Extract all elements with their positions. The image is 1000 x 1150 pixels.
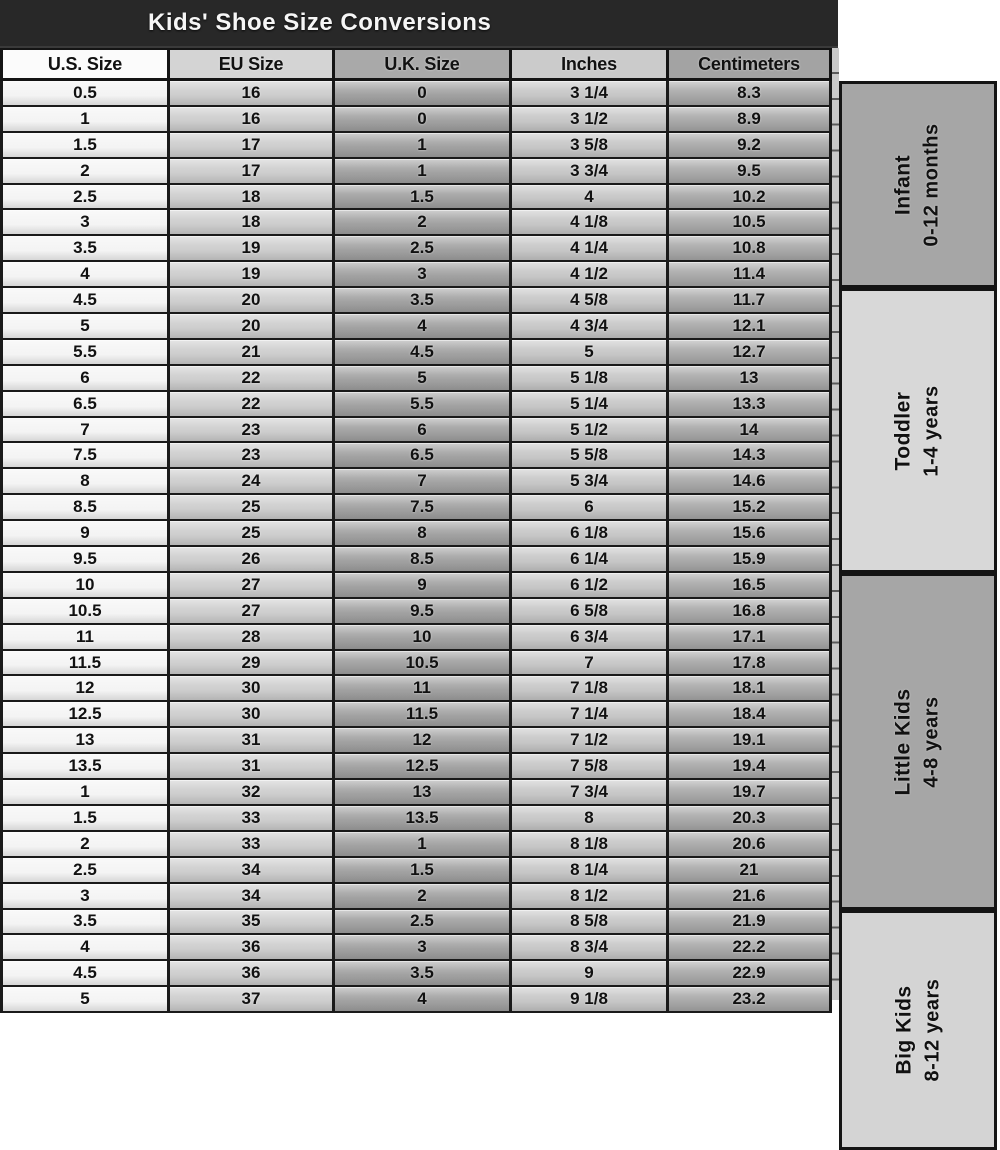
table-cell: 5 1/8 xyxy=(512,366,669,392)
table-cell: 4 5/8 xyxy=(512,288,669,314)
table-cell: 9 1/8 xyxy=(512,987,669,1013)
table-cell: 2.5 xyxy=(335,236,512,262)
table-row xyxy=(0,599,832,625)
table-row xyxy=(0,573,832,599)
table-cell: 2.5 xyxy=(335,910,512,936)
table-cell: 4 1/8 xyxy=(512,210,669,236)
table-cell: 8 1/4 xyxy=(512,858,669,884)
table-cell: 9.2 xyxy=(669,133,832,159)
table-cell: 10.2 xyxy=(669,185,832,211)
table-cell: 2.5 xyxy=(0,185,170,211)
table-body xyxy=(0,81,832,1013)
table-cell: 14.6 xyxy=(669,469,832,495)
table-cell: 8 xyxy=(0,469,170,495)
table-cell: 5 3/4 xyxy=(512,469,669,495)
table-cell: 17.1 xyxy=(669,625,832,651)
table-cell: 8 1/2 xyxy=(512,884,669,910)
table-cell: 35 xyxy=(170,910,335,936)
table-cell: 7 1/4 xyxy=(512,702,669,728)
table-row xyxy=(0,910,832,936)
table-row xyxy=(0,832,832,858)
table-cell: 18.1 xyxy=(669,676,832,702)
table-cell: 9 xyxy=(512,961,669,987)
table-cell: 31 xyxy=(170,728,335,754)
table-cell: 27 xyxy=(170,573,335,599)
table-cell: 6.5 xyxy=(335,443,512,469)
table-row xyxy=(0,495,832,521)
table-row xyxy=(0,961,832,987)
table-cell: 1 xyxy=(0,107,170,133)
age-band-little-kids-label xyxy=(889,688,947,795)
table-cell: 9.5 xyxy=(669,159,832,185)
table-cell: 16 xyxy=(170,81,335,107)
table-cell: 1.5 xyxy=(335,858,512,884)
table-cell: 8.3 xyxy=(669,81,832,107)
table-cell: 2 xyxy=(335,210,512,236)
table-cell: 27 xyxy=(170,599,335,625)
table-row xyxy=(0,676,832,702)
table-right-gutter xyxy=(832,48,839,1000)
table-cell: 19 xyxy=(170,262,335,288)
table-cell: 4 3/4 xyxy=(512,314,669,340)
table-cell: 3 3/4 xyxy=(512,159,669,185)
age-band-name: Big Kids xyxy=(892,985,915,1075)
table-cell: 13.5 xyxy=(0,754,170,780)
page-title: Kids' Shoe Size Conversions xyxy=(148,9,492,36)
table-cell: 30 xyxy=(170,702,335,728)
table-cell: 6 5/8 xyxy=(512,599,669,625)
table-cell: 25 xyxy=(170,495,335,521)
table-cell: 16.8 xyxy=(669,599,832,625)
table-cell: 12 xyxy=(0,676,170,702)
table-row xyxy=(0,780,832,806)
table-cell: 9 xyxy=(335,573,512,599)
table-cell: 14 xyxy=(669,418,832,444)
age-band-range: 4-8 years xyxy=(920,695,943,788)
table-cell: 1 xyxy=(335,832,512,858)
age-band-infant xyxy=(839,81,997,288)
table-cell: 2 xyxy=(0,832,170,858)
table-cell: 22.2 xyxy=(669,935,832,961)
table-cell: 33 xyxy=(170,806,335,832)
table-cell: 3.5 xyxy=(335,288,512,314)
table-cell: 3 xyxy=(0,210,170,236)
table-cell: 10.5 xyxy=(335,651,512,677)
table-cell: 16.5 xyxy=(669,573,832,599)
table-cell: 12.1 xyxy=(669,314,832,340)
table-row xyxy=(0,858,832,884)
table-cell: 13.3 xyxy=(669,392,832,418)
table-cell: 6 1/2 xyxy=(512,573,669,599)
table-cell: 0 xyxy=(335,81,512,107)
table-cell: 13 xyxy=(335,780,512,806)
table-cell: 36 xyxy=(170,961,335,987)
table-cell: 4.5 xyxy=(0,288,170,314)
table-cell: 3.5 xyxy=(335,961,512,987)
table-cell: 32 xyxy=(170,780,335,806)
table-cell: 22.9 xyxy=(669,961,832,987)
table-cell: 3.5 xyxy=(0,910,170,936)
table-cell: 12.5 xyxy=(0,702,170,728)
age-band-little-kids xyxy=(839,573,997,910)
table-cell: 1.5 xyxy=(335,185,512,211)
table-cell: 1 xyxy=(335,133,512,159)
age-band-name: Toddler xyxy=(892,391,915,470)
age-band-toddler-label xyxy=(889,385,947,476)
table-row xyxy=(0,728,832,754)
table-cell: 26 xyxy=(170,547,335,573)
table-cell: 20.6 xyxy=(669,832,832,858)
table-row xyxy=(0,418,832,444)
table-cell: 21 xyxy=(170,340,335,366)
table-cell: 22 xyxy=(170,392,335,418)
table-cell: 5.5 xyxy=(335,392,512,418)
table-cell: 34 xyxy=(170,884,335,910)
table-cell: 11.5 xyxy=(0,651,170,677)
table-row xyxy=(0,159,832,185)
table-cell: 12.5 xyxy=(335,754,512,780)
table-cell: 4 xyxy=(512,185,669,211)
table-cell: 17 xyxy=(170,159,335,185)
table-cell: 17 xyxy=(170,133,335,159)
table-cell: 34 xyxy=(170,858,335,884)
table-cell: 8 1/8 xyxy=(512,832,669,858)
age-band-big-kids-label xyxy=(889,979,947,1082)
table-cell: 7 xyxy=(0,418,170,444)
table-cell: 2 xyxy=(335,884,512,910)
table-cell: 8.5 xyxy=(335,547,512,573)
column-header-uk-size: U.K. Size xyxy=(335,50,512,81)
table-cell: 13 xyxy=(669,366,832,392)
table-cell: 22 xyxy=(170,366,335,392)
table-row xyxy=(0,314,832,340)
table-cell: 15.9 xyxy=(669,547,832,573)
table-row xyxy=(0,236,832,262)
table-cell: 5 1/2 xyxy=(512,418,669,444)
table-cell: 6 1/8 xyxy=(512,521,669,547)
table-row xyxy=(0,392,832,418)
table-cell: 5 xyxy=(512,340,669,366)
table-cell: 17.8 xyxy=(669,651,832,677)
table-cell: 3.5 xyxy=(0,236,170,262)
table-cell: 6 3/4 xyxy=(512,625,669,651)
table-cell: 6 1/4 xyxy=(512,547,669,573)
table-cell: 14.3 xyxy=(669,443,832,469)
table-cell: 19.4 xyxy=(669,754,832,780)
table-cell: 7 xyxy=(512,651,669,677)
table-cell: 23.2 xyxy=(669,987,832,1013)
table-cell: 8 xyxy=(335,521,512,547)
table-row xyxy=(0,262,832,288)
table-cell: 12 xyxy=(335,728,512,754)
age-group-column xyxy=(839,81,997,1150)
table-cell: 3 1/4 xyxy=(512,81,669,107)
age-band-toddler xyxy=(839,288,997,573)
table-cell: 12.7 xyxy=(669,340,832,366)
table-cell: 16 xyxy=(170,107,335,133)
table-cell: 18.4 xyxy=(669,702,832,728)
age-band-name: Little Kids xyxy=(891,687,915,796)
table-cell: 23 xyxy=(170,443,335,469)
table-cell: 2.5 xyxy=(0,858,170,884)
table-cell: 4 xyxy=(335,314,512,340)
table-cell: 8 xyxy=(512,806,669,832)
table-cell: 9.5 xyxy=(335,599,512,625)
table-cell: 3 5/8 xyxy=(512,133,669,159)
table-cell: 1 xyxy=(335,159,512,185)
column-header-centimeters: Centimeters xyxy=(669,50,832,81)
table-cell: 7 5/8 xyxy=(512,754,669,780)
table-cell: 6.5 xyxy=(0,392,170,418)
age-band-name: Infant xyxy=(892,154,915,215)
table-cell: 0 xyxy=(335,107,512,133)
table-cell: 19 xyxy=(170,236,335,262)
table-cell: 4.5 xyxy=(0,961,170,987)
title-bar xyxy=(0,0,838,48)
table-row xyxy=(0,935,832,961)
table-cell: 4 1/2 xyxy=(512,262,669,288)
table-row xyxy=(0,469,832,495)
table-cell: 31 xyxy=(170,754,335,780)
table-cell: 5 5/8 xyxy=(512,443,669,469)
table-cell: 7 1/8 xyxy=(512,676,669,702)
table-row xyxy=(0,288,832,314)
table-cell: 11 xyxy=(0,625,170,651)
table-cell: 33 xyxy=(170,832,335,858)
table-cell: 23 xyxy=(170,418,335,444)
table-cell: 11.5 xyxy=(335,702,512,728)
table-cell: 10.5 xyxy=(0,599,170,625)
table-cell: 8.5 xyxy=(0,495,170,521)
table-cell: 3 1/2 xyxy=(512,107,669,133)
table-header-row xyxy=(0,48,832,81)
table-cell: 28 xyxy=(170,625,335,651)
table-cell: 10 xyxy=(0,573,170,599)
column-header-inches: Inches xyxy=(512,50,669,81)
table-row xyxy=(0,443,832,469)
table-cell: 3 xyxy=(0,884,170,910)
table-row xyxy=(0,651,832,677)
table-cell: 3 xyxy=(335,262,512,288)
table-cell: 15.6 xyxy=(669,521,832,547)
table-row xyxy=(0,340,832,366)
table-row xyxy=(0,625,832,651)
age-band-range: 1-4 years xyxy=(921,384,943,477)
table-cell: 9.5 xyxy=(0,547,170,573)
table-row xyxy=(0,754,832,780)
table-row xyxy=(0,133,832,159)
table-cell: 7.5 xyxy=(335,495,512,521)
table-cell: 9 xyxy=(0,521,170,547)
column-header-us-size: U.S. Size xyxy=(0,50,170,81)
table-cell: 5 xyxy=(335,366,512,392)
table-cell: 4 1/4 xyxy=(512,236,669,262)
table-cell: 19.1 xyxy=(669,728,832,754)
table-cell: 19.7 xyxy=(669,780,832,806)
table-cell: 2 xyxy=(0,159,170,185)
table-row xyxy=(0,987,832,1013)
table-row xyxy=(0,547,832,573)
table-cell: 7 1/2 xyxy=(512,728,669,754)
table-row xyxy=(0,806,832,832)
age-band-infant-label xyxy=(889,123,947,246)
table-cell: 3 xyxy=(335,935,512,961)
table-cell: 18 xyxy=(170,210,335,236)
table-cell: 5 1/4 xyxy=(512,392,669,418)
table-cell: 20 xyxy=(170,288,335,314)
table-cell: 5 xyxy=(0,987,170,1013)
table-row xyxy=(0,366,832,392)
table-cell: 7.5 xyxy=(0,443,170,469)
age-band-range: 8-12 years xyxy=(921,978,943,1082)
table-cell: 21.6 xyxy=(669,884,832,910)
table-cell: 13.5 xyxy=(335,806,512,832)
table-cell: 29 xyxy=(170,651,335,677)
table-cell: 1.5 xyxy=(0,133,170,159)
table-cell: 8 3/4 xyxy=(512,935,669,961)
table-cell: 15.2 xyxy=(669,495,832,521)
table-row xyxy=(0,702,832,728)
table-cell: 24 xyxy=(170,469,335,495)
table-cell: 1 xyxy=(0,780,170,806)
table-cell: 4 xyxy=(335,987,512,1013)
table-cell: 30 xyxy=(170,676,335,702)
table-cell: 18 xyxy=(170,185,335,211)
table-row xyxy=(0,185,832,211)
table-cell: 21.9 xyxy=(669,910,832,936)
table-cell: 5.5 xyxy=(0,340,170,366)
table-cell: 10.8 xyxy=(669,236,832,262)
table-cell: 6 xyxy=(335,418,512,444)
table-cell: 6 xyxy=(0,366,170,392)
table-cell: 4 xyxy=(0,935,170,961)
table-row xyxy=(0,521,832,547)
table-cell: 0.5 xyxy=(0,81,170,107)
table-cell: 37 xyxy=(170,987,335,1013)
table-cell: 7 xyxy=(335,469,512,495)
table-cell: 1.5 xyxy=(0,806,170,832)
age-band-big-kids xyxy=(839,910,997,1150)
table-cell: 6 xyxy=(512,495,669,521)
table-row xyxy=(0,107,832,133)
table-cell: 20 xyxy=(170,314,335,340)
table-cell: 7 3/4 xyxy=(512,780,669,806)
table-cell: 21 xyxy=(669,858,832,884)
column-header-eu-size: EU Size xyxy=(170,50,335,81)
table-cell: 11 xyxy=(335,676,512,702)
table-cell: 10 xyxy=(335,625,512,651)
table-cell: 25 xyxy=(170,521,335,547)
age-band-range: 0-12 months xyxy=(921,122,943,247)
table-cell: 4 xyxy=(0,262,170,288)
table-cell: 8 5/8 xyxy=(512,910,669,936)
table-row xyxy=(0,210,832,236)
table-cell: 20.3 xyxy=(669,806,832,832)
table-row xyxy=(0,81,832,107)
table-row xyxy=(0,884,832,910)
table-cell: 4.5 xyxy=(335,340,512,366)
table-cell: 36 xyxy=(170,935,335,961)
table-cell: 13 xyxy=(0,728,170,754)
table-cell: 5 xyxy=(0,314,170,340)
table-cell: 10.5 xyxy=(669,210,832,236)
table-cell: 8.9 xyxy=(669,107,832,133)
table-cell: 11.7 xyxy=(669,288,832,314)
table-cell: 11.4 xyxy=(669,262,832,288)
